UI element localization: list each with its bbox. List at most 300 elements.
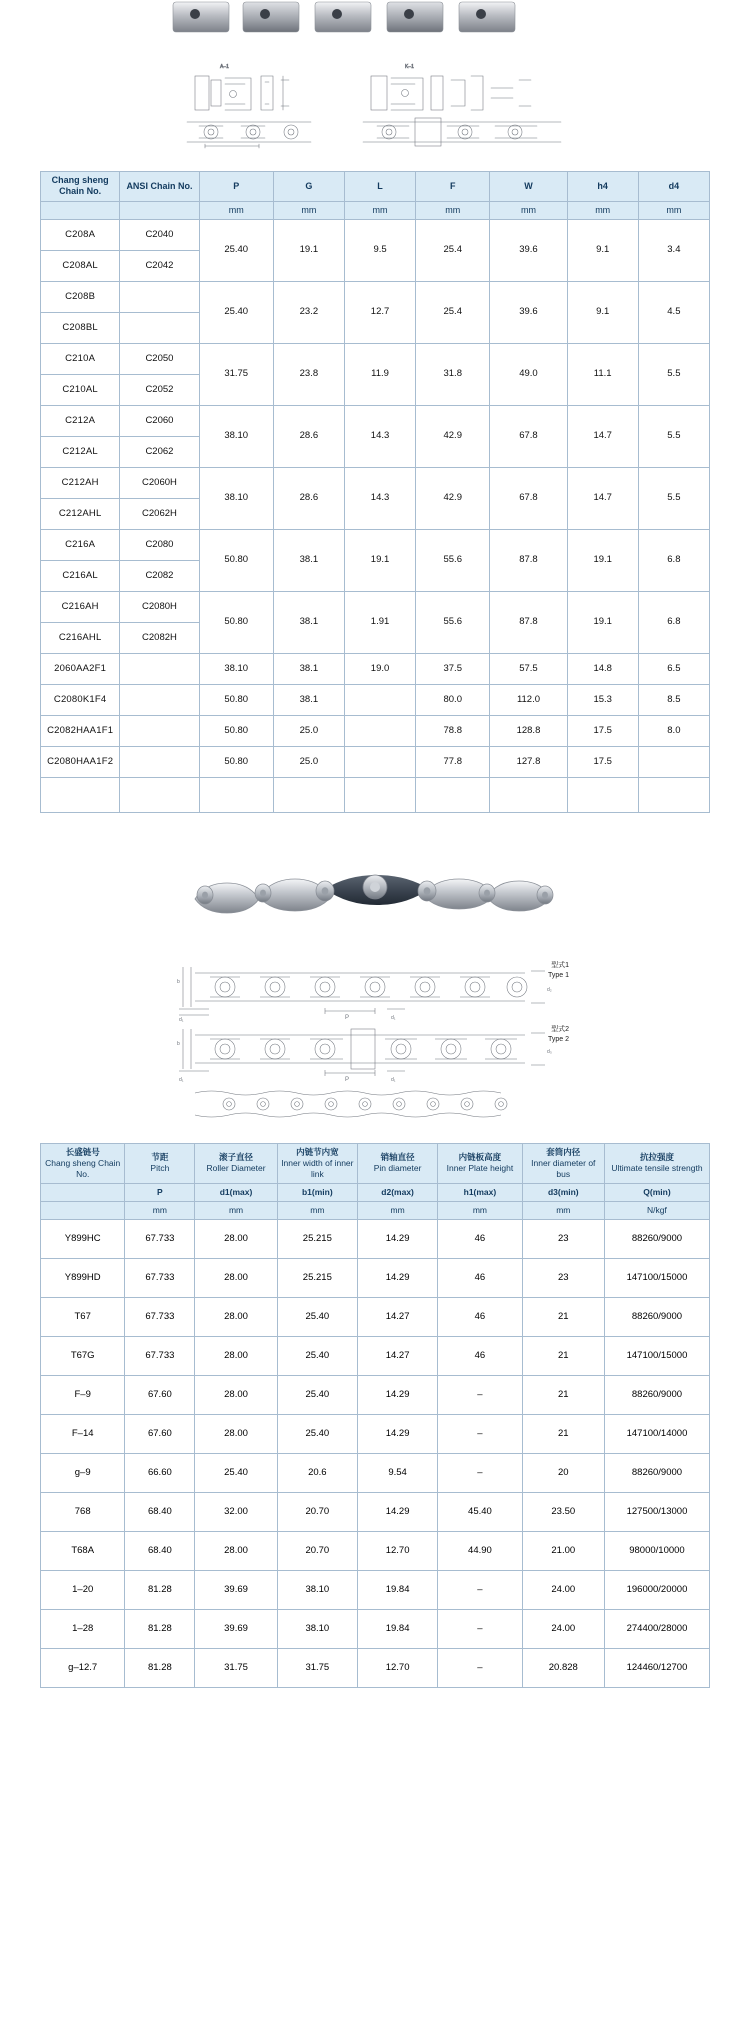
table-row	[41, 1219, 710, 1258]
cell-w: 49.0	[490, 343, 567, 405]
col-header-roller-diameter-cn: 滚子直径	[219, 1152, 254, 1163]
conveyor-chain-spec-table	[40, 1143, 710, 1688]
cell-d1: 28.00	[195, 1375, 277, 1414]
svg-text:b: b	[177, 978, 180, 985]
cell-q: 196000/20000	[604, 1570, 709, 1609]
cell-ansi-no: C2040	[120, 219, 199, 250]
svg-text:K–1: K–1	[405, 64, 414, 70]
cell-chain-no: C216AH	[41, 591, 120, 622]
svg-text:P: P	[345, 1014, 350, 1021]
cell-d3: 24.00	[522, 1609, 604, 1648]
cell-d2: 14.27	[357, 1297, 437, 1336]
col-header-f: F	[416, 172, 490, 202]
cell-chain-no: T67	[41, 1297, 125, 1336]
col-header-chain-no-cn: 长盛链号	[65, 1146, 100, 1157]
attachment-dimension-drawing	[165, 58, 585, 153]
svg-text:d₁: d₁	[391, 1014, 396, 1021]
cell-d3: 24.00	[522, 1570, 604, 1609]
cell-d2: 12.70	[357, 1648, 437, 1687]
table2-unit-row	[41, 1201, 710, 1219]
col-header-chain-no-en: Chang sheng Chain No.	[45, 1157, 121, 1179]
unit-g: mm	[273, 201, 344, 219]
cell-g: 38.1	[273, 684, 344, 715]
conveyor-chain-photo	[175, 853, 575, 933]
cell-ansi-no: C2050	[120, 343, 199, 374]
cell-pitch: 68.40	[125, 1531, 195, 1570]
cell-w: 57.5	[490, 653, 567, 684]
cell-d2: 14.29	[357, 1258, 437, 1297]
cell-q: 88260/9000	[604, 1453, 709, 1492]
cell-d4: 6.8	[638, 529, 709, 591]
cell-chain-no: C210A	[41, 343, 120, 374]
cell-h1: –	[438, 1414, 522, 1453]
cell-d2: 9.54	[357, 1453, 437, 1492]
cell-f: 42.9	[416, 467, 490, 529]
cell-d1: 28.00	[195, 1297, 277, 1336]
table-row	[41, 684, 710, 715]
cell-l: 19.0	[344, 653, 415, 684]
sym-chain-no	[41, 1183, 125, 1201]
cell-b1: 25.215	[277, 1258, 357, 1297]
svg-text:P: P	[345, 1076, 350, 1083]
table-2-wrap	[0, 1143, 750, 1688]
cell-pitch: 66.60	[125, 1453, 195, 1492]
technical-drawings-row-1	[0, 58, 750, 153]
cell-l	[344, 715, 415, 746]
unit-d4: mm	[638, 201, 709, 219]
attachment-chain-spec-table	[40, 171, 710, 813]
col-header-chain-no	[41, 1143, 125, 1183]
cell-h4: 14.7	[567, 467, 638, 529]
cell-chain-no: 1–20	[41, 1570, 125, 1609]
table-row	[41, 591, 710, 622]
col-header-pin-diameter-cn: 销轴直径	[380, 1152, 415, 1163]
table-row	[41, 529, 710, 560]
cell-d2: 14.29	[357, 1375, 437, 1414]
cell-d4	[638, 777, 709, 812]
cell-w: 87.8	[490, 529, 567, 591]
cell-q: 124460/12700	[604, 1648, 709, 1687]
cell-g: 23.8	[273, 343, 344, 405]
table-row	[41, 1570, 710, 1609]
cell-pitch: 67.733	[125, 1258, 195, 1297]
cell-chain-no: C208AL	[41, 250, 120, 281]
cell-d3: 23.50	[522, 1492, 604, 1531]
unit-h4: mm	[567, 201, 638, 219]
cell-g: 28.6	[273, 405, 344, 467]
cell-pitch: 67.60	[125, 1375, 195, 1414]
cell-l: 14.3	[344, 405, 415, 467]
col-header-w: W	[490, 172, 567, 202]
cell-ansi-no	[120, 653, 199, 684]
cell-w: 39.6	[490, 281, 567, 343]
unit-pitch: mm	[125, 1201, 195, 1219]
cell-g: 19.1	[273, 219, 344, 281]
cell-g: 25.0	[273, 746, 344, 777]
cell-g: 38.1	[273, 529, 344, 591]
cell-b1: 20.70	[277, 1492, 357, 1531]
col-header-inner-width-cn: 内链节内宽	[296, 1146, 339, 1157]
cell-b1: 25.40	[277, 1297, 357, 1336]
cell-f: 78.8	[416, 715, 490, 746]
cell-l: 12.7	[344, 281, 415, 343]
cell-ansi-no: C2082	[120, 560, 199, 591]
unit-h1: mm	[438, 1201, 522, 1219]
cell-b1: 25.215	[277, 1219, 357, 1258]
cell-h1: –	[438, 1648, 522, 1687]
cell-d4: 5.5	[638, 343, 709, 405]
cell-h1: 46	[438, 1336, 522, 1375]
cell-chain-no: C212AHL	[41, 498, 120, 529]
cell-h1: 44.90	[438, 1531, 522, 1570]
cell-w: 67.8	[490, 405, 567, 467]
col-header-h4: h4	[567, 172, 638, 202]
type1-label-en: Type 1	[547, 971, 569, 979]
cell-chain-no: C2080HAA1F2	[41, 746, 120, 777]
cell-q: 127500/13000	[604, 1492, 709, 1531]
cell-chain-no: 2060AA2F1	[41, 653, 120, 684]
cell-chain-no: F–9	[41, 1375, 125, 1414]
unit-d1: mm	[195, 1201, 277, 1219]
cell-p: 38.10	[199, 467, 273, 529]
col-header-inner-width	[277, 1143, 357, 1183]
cell-d4: 8.5	[638, 684, 709, 715]
cell-f	[416, 777, 490, 812]
cell-w: 128.8	[490, 715, 567, 746]
cell-d2: 19.84	[357, 1609, 437, 1648]
cell-pitch: 67.733	[125, 1297, 195, 1336]
cell-w: 127.8	[490, 746, 567, 777]
cell-h1: –	[438, 1609, 522, 1648]
svg-text:b: b	[177, 1040, 180, 1047]
cell-d1: 28.00	[195, 1531, 277, 1570]
cell-chain-no: C216A	[41, 529, 120, 560]
cell-d4: 4.5	[638, 281, 709, 343]
cell-d4: 8.0	[638, 715, 709, 746]
cell-l: 1.91	[344, 591, 415, 653]
cell-chain-no: T68A	[41, 1531, 125, 1570]
cell-d3: 20.828	[522, 1648, 604, 1687]
cell-p: 25.40	[199, 281, 273, 343]
cell-g: 38.1	[273, 653, 344, 684]
cell-d2: 14.29	[357, 1492, 437, 1531]
table-row	[41, 343, 710, 374]
cell-h1: –	[438, 1375, 522, 1414]
svg-text:d₁: d₁	[391, 1076, 396, 1083]
cell-h1: –	[438, 1453, 522, 1492]
cell-h4	[567, 777, 638, 812]
table-row	[41, 405, 710, 436]
cell-p: 50.80	[199, 529, 273, 591]
cell-g: 23.2	[273, 281, 344, 343]
sym-d3: d3(min)	[522, 1183, 604, 1201]
cell-p: 38.10	[199, 653, 273, 684]
cell-d3: 21.00	[522, 1531, 604, 1570]
unit-d2: mm	[357, 1201, 437, 1219]
cell-chain-no: Y899HC	[41, 1219, 125, 1258]
col-header-pitch	[125, 1143, 195, 1183]
cell-f: 25.4	[416, 219, 490, 281]
conveyor-chain-photo-block	[0, 853, 750, 933]
cell-b1: 38.10	[277, 1609, 357, 1648]
cell-chain-no	[41, 777, 120, 812]
col-header-inner-width-en: Inner width of inner link	[281, 1157, 354, 1179]
col-header-roller-diameter	[195, 1143, 277, 1183]
cell-ansi-no	[120, 281, 199, 312]
col-header-pitch-cn: 节距	[151, 1152, 169, 1163]
cell-f: 25.4	[416, 281, 490, 343]
svg-text:A–1: A–1	[220, 64, 229, 70]
cell-w: 112.0	[490, 684, 567, 715]
cell-ansi-no: C2060	[120, 405, 199, 436]
cell-q: 98000/10000	[604, 1531, 709, 1570]
cell-d4: 3.4	[638, 219, 709, 281]
cell-ansi-no: C2052	[120, 374, 199, 405]
cell-q: 88260/9000	[604, 1297, 709, 1336]
svg-text:d₃: d₃	[547, 1048, 552, 1055]
table-row	[41, 1648, 710, 1687]
cell-f: 55.6	[416, 529, 490, 591]
cell-b1: 25.40	[277, 1375, 357, 1414]
cell-h4: 17.5	[567, 715, 638, 746]
cell-f: 80.0	[416, 684, 490, 715]
col-header-l: L	[344, 172, 415, 202]
cell-d4: 6.8	[638, 591, 709, 653]
cell-p: 50.80	[199, 591, 273, 653]
cell-q: 88260/9000	[604, 1375, 709, 1414]
cell-h4: 11.1	[567, 343, 638, 405]
table-1-wrap	[0, 171, 750, 813]
col-header-inner-plate-height-cn: 内链板高度	[458, 1152, 502, 1163]
col-header-roller-diameter-en: Roller Diameter	[206, 1163, 266, 1174]
cell-d4: 6.5	[638, 653, 709, 684]
cell-ansi-no	[120, 684, 199, 715]
col-header-inner-plate-height	[438, 1143, 522, 1183]
cell-pitch: 81.28	[125, 1570, 195, 1609]
unit-f: mm	[416, 201, 490, 219]
cell-d3: 23	[522, 1258, 604, 1297]
cell-w: 39.6	[490, 219, 567, 281]
table-row	[41, 1609, 710, 1648]
table-row	[41, 715, 710, 746]
cell-d3: 20	[522, 1453, 604, 1492]
cell-w: 67.8	[490, 467, 567, 529]
cell-d2: 14.29	[357, 1219, 437, 1258]
cell-h4: 17.5	[567, 746, 638, 777]
cell-chain-no: C208BL	[41, 312, 120, 343]
cell-g: 28.6	[273, 467, 344, 529]
col-header-pin-diameter	[357, 1143, 437, 1183]
table2-symbol-row	[41, 1183, 710, 1201]
cell-q: 88260/9000	[604, 1219, 709, 1258]
cell-b1: 38.10	[277, 1570, 357, 1609]
table-row	[41, 281, 710, 312]
unit-chain-no	[41, 1201, 125, 1219]
cell-h4: 9.1	[567, 219, 638, 281]
cell-d1: 25.40	[195, 1453, 277, 1492]
cell-pitch: 81.28	[125, 1648, 195, 1687]
cell-f: 37.5	[416, 653, 490, 684]
cell-chain-no: C208A	[41, 219, 120, 250]
cell-chain-no: C212A	[41, 405, 120, 436]
cell-f: 42.9	[416, 405, 490, 467]
cell-ansi-no: C2042	[120, 250, 199, 281]
cell-l: 14.3	[344, 467, 415, 529]
col-header-bus-inner-diameter-en: Inner diameter of bus	[531, 1157, 596, 1179]
cell-ansi-no	[120, 777, 199, 812]
sym-b1: b1(min)	[277, 1183, 357, 1201]
cell-f: 31.8	[416, 343, 490, 405]
type2-label-cn: 型式2	[551, 1025, 569, 1033]
cell-f: 55.6	[416, 591, 490, 653]
cell-chain-no: C212AL	[41, 436, 120, 467]
col-header-tensile-strength	[604, 1143, 709, 1183]
svg-text:d₁: d₁	[179, 1016, 184, 1023]
cell-chain-no: 768	[41, 1492, 125, 1531]
cell-b1: 31.75	[277, 1648, 357, 1687]
cell-ansi-no: C2062H	[120, 498, 199, 529]
cell-d1: 28.00	[195, 1336, 277, 1375]
unit-q: N/kgf	[604, 1201, 709, 1219]
attachment-photo-strip	[0, 0, 750, 40]
cell-l	[344, 746, 415, 777]
table-row	[41, 467, 710, 498]
cell-w: 87.8	[490, 591, 567, 653]
cell-chain-no: C212AH	[41, 467, 120, 498]
col-header-pin-diameter-en: Pin diameter	[373, 1163, 422, 1174]
cell-chain-no: ɡ–9	[41, 1453, 125, 1492]
table-row	[41, 746, 710, 777]
sym-d2: d2(max)	[357, 1183, 437, 1201]
cell-q: 147100/15000	[604, 1336, 709, 1375]
cell-ansi-no: C2062	[120, 436, 199, 467]
table2-header-row	[41, 1143, 710, 1183]
sym-h1: h1(max)	[438, 1183, 522, 1201]
cell-h4: 14.7	[567, 405, 638, 467]
cell-g: 38.1	[273, 591, 344, 653]
cell-p: 31.75	[199, 343, 273, 405]
cell-b1: 25.40	[277, 1336, 357, 1375]
cell-d1: 39.69	[195, 1570, 277, 1609]
cell-chain-no: ɡ–12.7	[41, 1648, 125, 1687]
cell-h1: 45.40	[438, 1492, 522, 1531]
cell-h4: 19.1	[567, 529, 638, 591]
col-header-bus-inner-diameter-cn: 套筒内径	[546, 1146, 581, 1157]
type2-label-en: Type 2	[547, 1035, 569, 1043]
cell-l	[344, 684, 415, 715]
col-header-bus-inner-diameter	[522, 1143, 604, 1183]
cell-f: 77.8	[416, 746, 490, 777]
cell-d1: 39.69	[195, 1609, 277, 1648]
cell-d4	[638, 746, 709, 777]
col-header-tensile-strength-cn: 抗拉强度	[639, 1152, 674, 1163]
cell-chain-no: C2082HAA1F1	[41, 715, 120, 746]
sym-pitch: P	[125, 1183, 195, 1201]
cell-q: 147100/15000	[604, 1258, 709, 1297]
col-header-pitch-en: Pitch	[150, 1163, 170, 1174]
cell-p: 50.80	[199, 715, 273, 746]
cell-d4: 5.5	[638, 467, 709, 529]
table-row	[41, 1375, 710, 1414]
cell-chain-no: Y899HD	[41, 1258, 125, 1297]
svg-text:d₂: d₂	[547, 986, 552, 993]
col-header-chang-sheng: Chang sheng Chain No.	[41, 172, 120, 202]
cell-h1: 46	[438, 1297, 522, 1336]
cell-pitch: 67.733	[125, 1219, 195, 1258]
cell-b1: 20.70	[277, 1531, 357, 1570]
cell-chain-no: C216AHL	[41, 622, 120, 653]
cell-p: 25.40	[199, 219, 273, 281]
cell-d2: 12.70	[357, 1531, 437, 1570]
cell-q: 147100/14000	[604, 1414, 709, 1453]
cell-pitch: 67.733	[125, 1336, 195, 1375]
cell-d2: 14.29	[357, 1414, 437, 1453]
cell-ansi-no	[120, 312, 199, 343]
cell-d1: 28.00	[195, 1414, 277, 1453]
unit-p: mm	[199, 201, 273, 219]
table-row	[41, 653, 710, 684]
col-header-d4: d4	[638, 172, 709, 202]
cell-ansi-no	[120, 746, 199, 777]
cell-ansi-no: C2080	[120, 529, 199, 560]
cell-d1: 31.75	[195, 1648, 277, 1687]
table-row	[41, 1492, 710, 1531]
cell-d3: 23	[522, 1219, 604, 1258]
table-unit-row	[41, 201, 710, 219]
cell-p: 50.80	[199, 746, 273, 777]
cell-h1: –	[438, 1570, 522, 1609]
svg-text:d₁: d₁	[179, 1076, 184, 1083]
cell-d3: 21	[522, 1336, 604, 1375]
cell-l: 19.1	[344, 529, 415, 591]
sym-d1: d1(max)	[195, 1183, 277, 1201]
cell-chain-no: C208B	[41, 281, 120, 312]
cell-p: 38.10	[199, 405, 273, 467]
table-header-row	[41, 172, 710, 202]
cell-ansi-no: C2082H	[120, 622, 199, 653]
cell-l: 9.5	[344, 219, 415, 281]
cell-g: 25.0	[273, 715, 344, 746]
cell-d2: 19.84	[357, 1570, 437, 1609]
cell-chain-no: C210AL	[41, 374, 120, 405]
cell-h4: 19.1	[567, 591, 638, 653]
cell-d1: 28.00	[195, 1219, 277, 1258]
cell-b1: 25.40	[277, 1414, 357, 1453]
cell-chain-no: C216AL	[41, 560, 120, 591]
cell-b1: 20.6	[277, 1453, 357, 1492]
type1-label-cn: 型式1	[551, 961, 569, 969]
cell-chain-no: T67G	[41, 1336, 125, 1375]
cell-ansi-no: C2080H	[120, 591, 199, 622]
table-row	[41, 1258, 710, 1297]
table-row	[41, 1297, 710, 1336]
cell-d1: 32.00	[195, 1492, 277, 1531]
table-row	[41, 1453, 710, 1492]
unit-d3: mm	[522, 1201, 604, 1219]
unit-ansi	[120, 201, 199, 219]
cell-chain-no: F–14	[41, 1414, 125, 1453]
cell-h4: 9.1	[567, 281, 638, 343]
cell-d1: 28.00	[195, 1258, 277, 1297]
unit-w: mm	[490, 201, 567, 219]
table-row	[41, 1336, 710, 1375]
cell-d2: 14.27	[357, 1336, 437, 1375]
cell-h4: 14.8	[567, 653, 638, 684]
cell-p: 50.80	[199, 684, 273, 715]
cell-chain-no: C2080K1F4	[41, 684, 120, 715]
table-row	[41, 219, 710, 250]
sym-q: Q(min)	[604, 1183, 709, 1201]
